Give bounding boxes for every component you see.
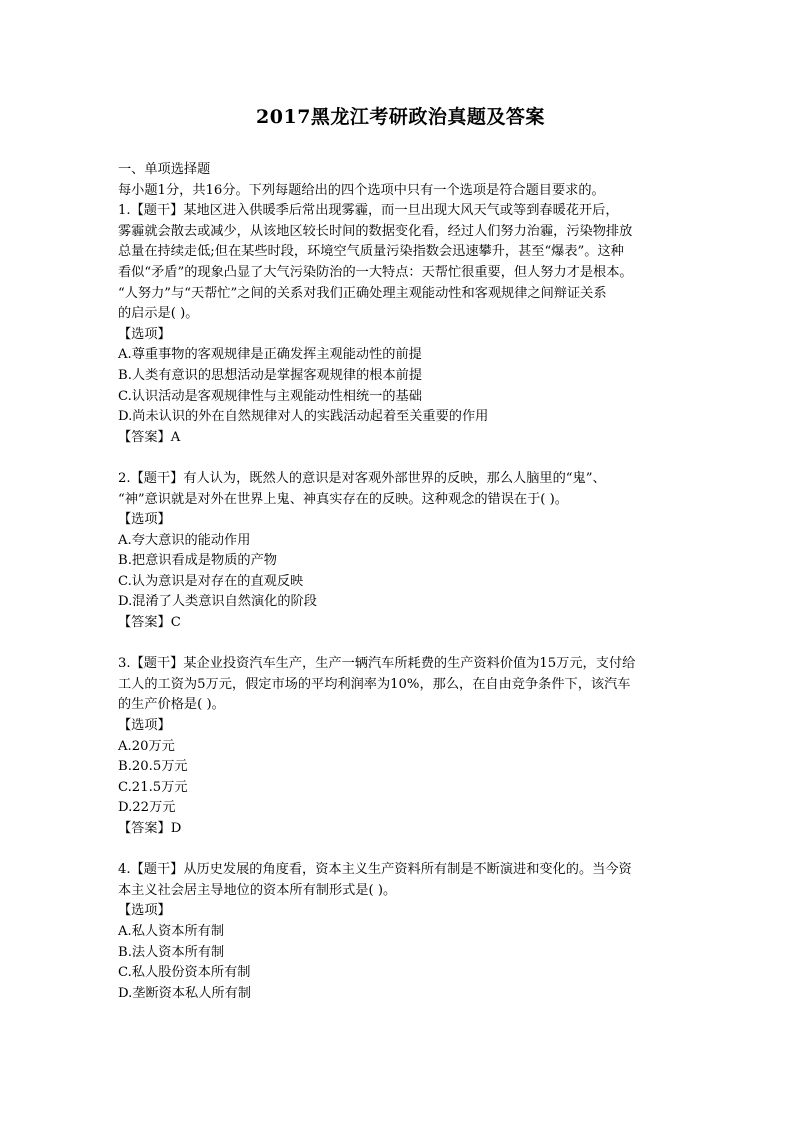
section-instruction: 每小题1分，共16分。下列每题给出的四个选项中只有一个选项是符合题目要求的。 [118,182,605,198]
question-stem-line: “人努力”与“天帮忙”之间的关系对我们正确处理主观能动性和客观规律之间辩证关系 [118,285,607,301]
question-spacer [118,634,683,655]
option-c: C.21.5万元 [118,779,188,795]
option-c: C.认识活动是客观规律性与主观能动性相统一的基础 [118,388,422,404]
options-label: 【选项】 [118,326,171,342]
document-body [118,160,683,1004]
option-a: A.夸大意识的能动作用 [118,532,251,548]
question-2 [118,469,683,634]
option-b: B.把意识看成是物质的产物 [118,553,277,569]
answer-line: 【答案】A [118,429,181,445]
option-b: B.20.5万元 [118,759,188,775]
options-label: 【选项】 [118,718,171,734]
question-4 [118,860,683,1004]
option-c: C.认为意识是对存在的直观反映 [118,573,304,589]
question-spacer [118,840,683,861]
option-b: B.人类有意识的思想活动是掌握客观规律的根本前提 [118,367,423,383]
question-stem-line: 的生产价格是( )。 [118,697,225,713]
question-stem-line: 1.【题干】某地区进入供暖季后常出现雾霾，而一旦出现大风天气或等到春暖花开后， [118,203,619,219]
document-title: 2017黑龙江考研政治真题及答案 [256,106,545,128]
question-stem-line: 本主义社会居主导地位的资本所有制形式是( )。 [118,882,397,898]
question-stem-line: 4.【题干】从历史发展的角度看，资本主义生产资料所有制是不断演进和变化的。当今资 [118,862,632,878]
question-stem-line: 2.【题干】有人认为，既然人的意识是对客观外部世界的反映，那么人脑里的“鬼”、 [118,470,606,486]
question-stem-line: “神”意识就是对外在世界上鬼、神真实存在的反映。这种观念的错误在于( )。 [118,491,568,507]
answer-line: 【答案】D [118,821,182,836]
question-1 [118,201,683,448]
option-a: A.尊重事物的客观规律是正确发挥主观能动性的前提 [118,347,422,363]
question-stem-line: 工人的工资为5万元，假定市场的平均利润率为10%，那么，在自由竞争条件下，该汽车 [118,676,631,692]
question-3 [118,654,683,839]
option-b: B.法人资本所有制 [118,944,225,960]
option-a: A.20万元 [118,738,175,754]
section-heading: 一、单项选择题 [118,162,211,177]
question-spacer [118,448,683,469]
option-d: D.尚未认识的外在自然规律对人的实践活动起着至关重要的作用 [118,409,489,425]
option-a: A.私人资本所有制 [118,923,225,939]
option-d: D.22万元 [118,800,176,816]
answer-line: 【答案】C [118,615,181,631]
question-stem-line: 雾霾就会散去或减少，从该地区较长时间的数据变化看，经过人们努力治霾，污染物排放 [118,223,633,239]
question-stem-line: 3.【题干】某企业投资汽车生产，生产一辆汽车所耗费的生产资料价值为15万元，支付给 [118,656,636,672]
question-stem-line: 总量在持续走低;但在某些时段，环境空气质量污染指数会迅速攀升，甚至“爆表”。这种 [118,244,624,260]
option-c: C.私人股份资本所有制 [118,965,251,981]
options-label: 【选项】 [118,903,171,919]
options-label: 【选项】 [118,512,171,528]
option-d: D.混淆了人类意识自然演化的阶段 [118,594,317,610]
question-stem-line: 看似“矛盾”的现象凸显了大气污染防治的一大特点：天帮忙很重要，但人努力才是根本。 [118,264,633,280]
question-stem-line: 的启示是( )。 [118,306,199,322]
option-d: D.垄断资本私人所有制 [118,985,251,1001]
